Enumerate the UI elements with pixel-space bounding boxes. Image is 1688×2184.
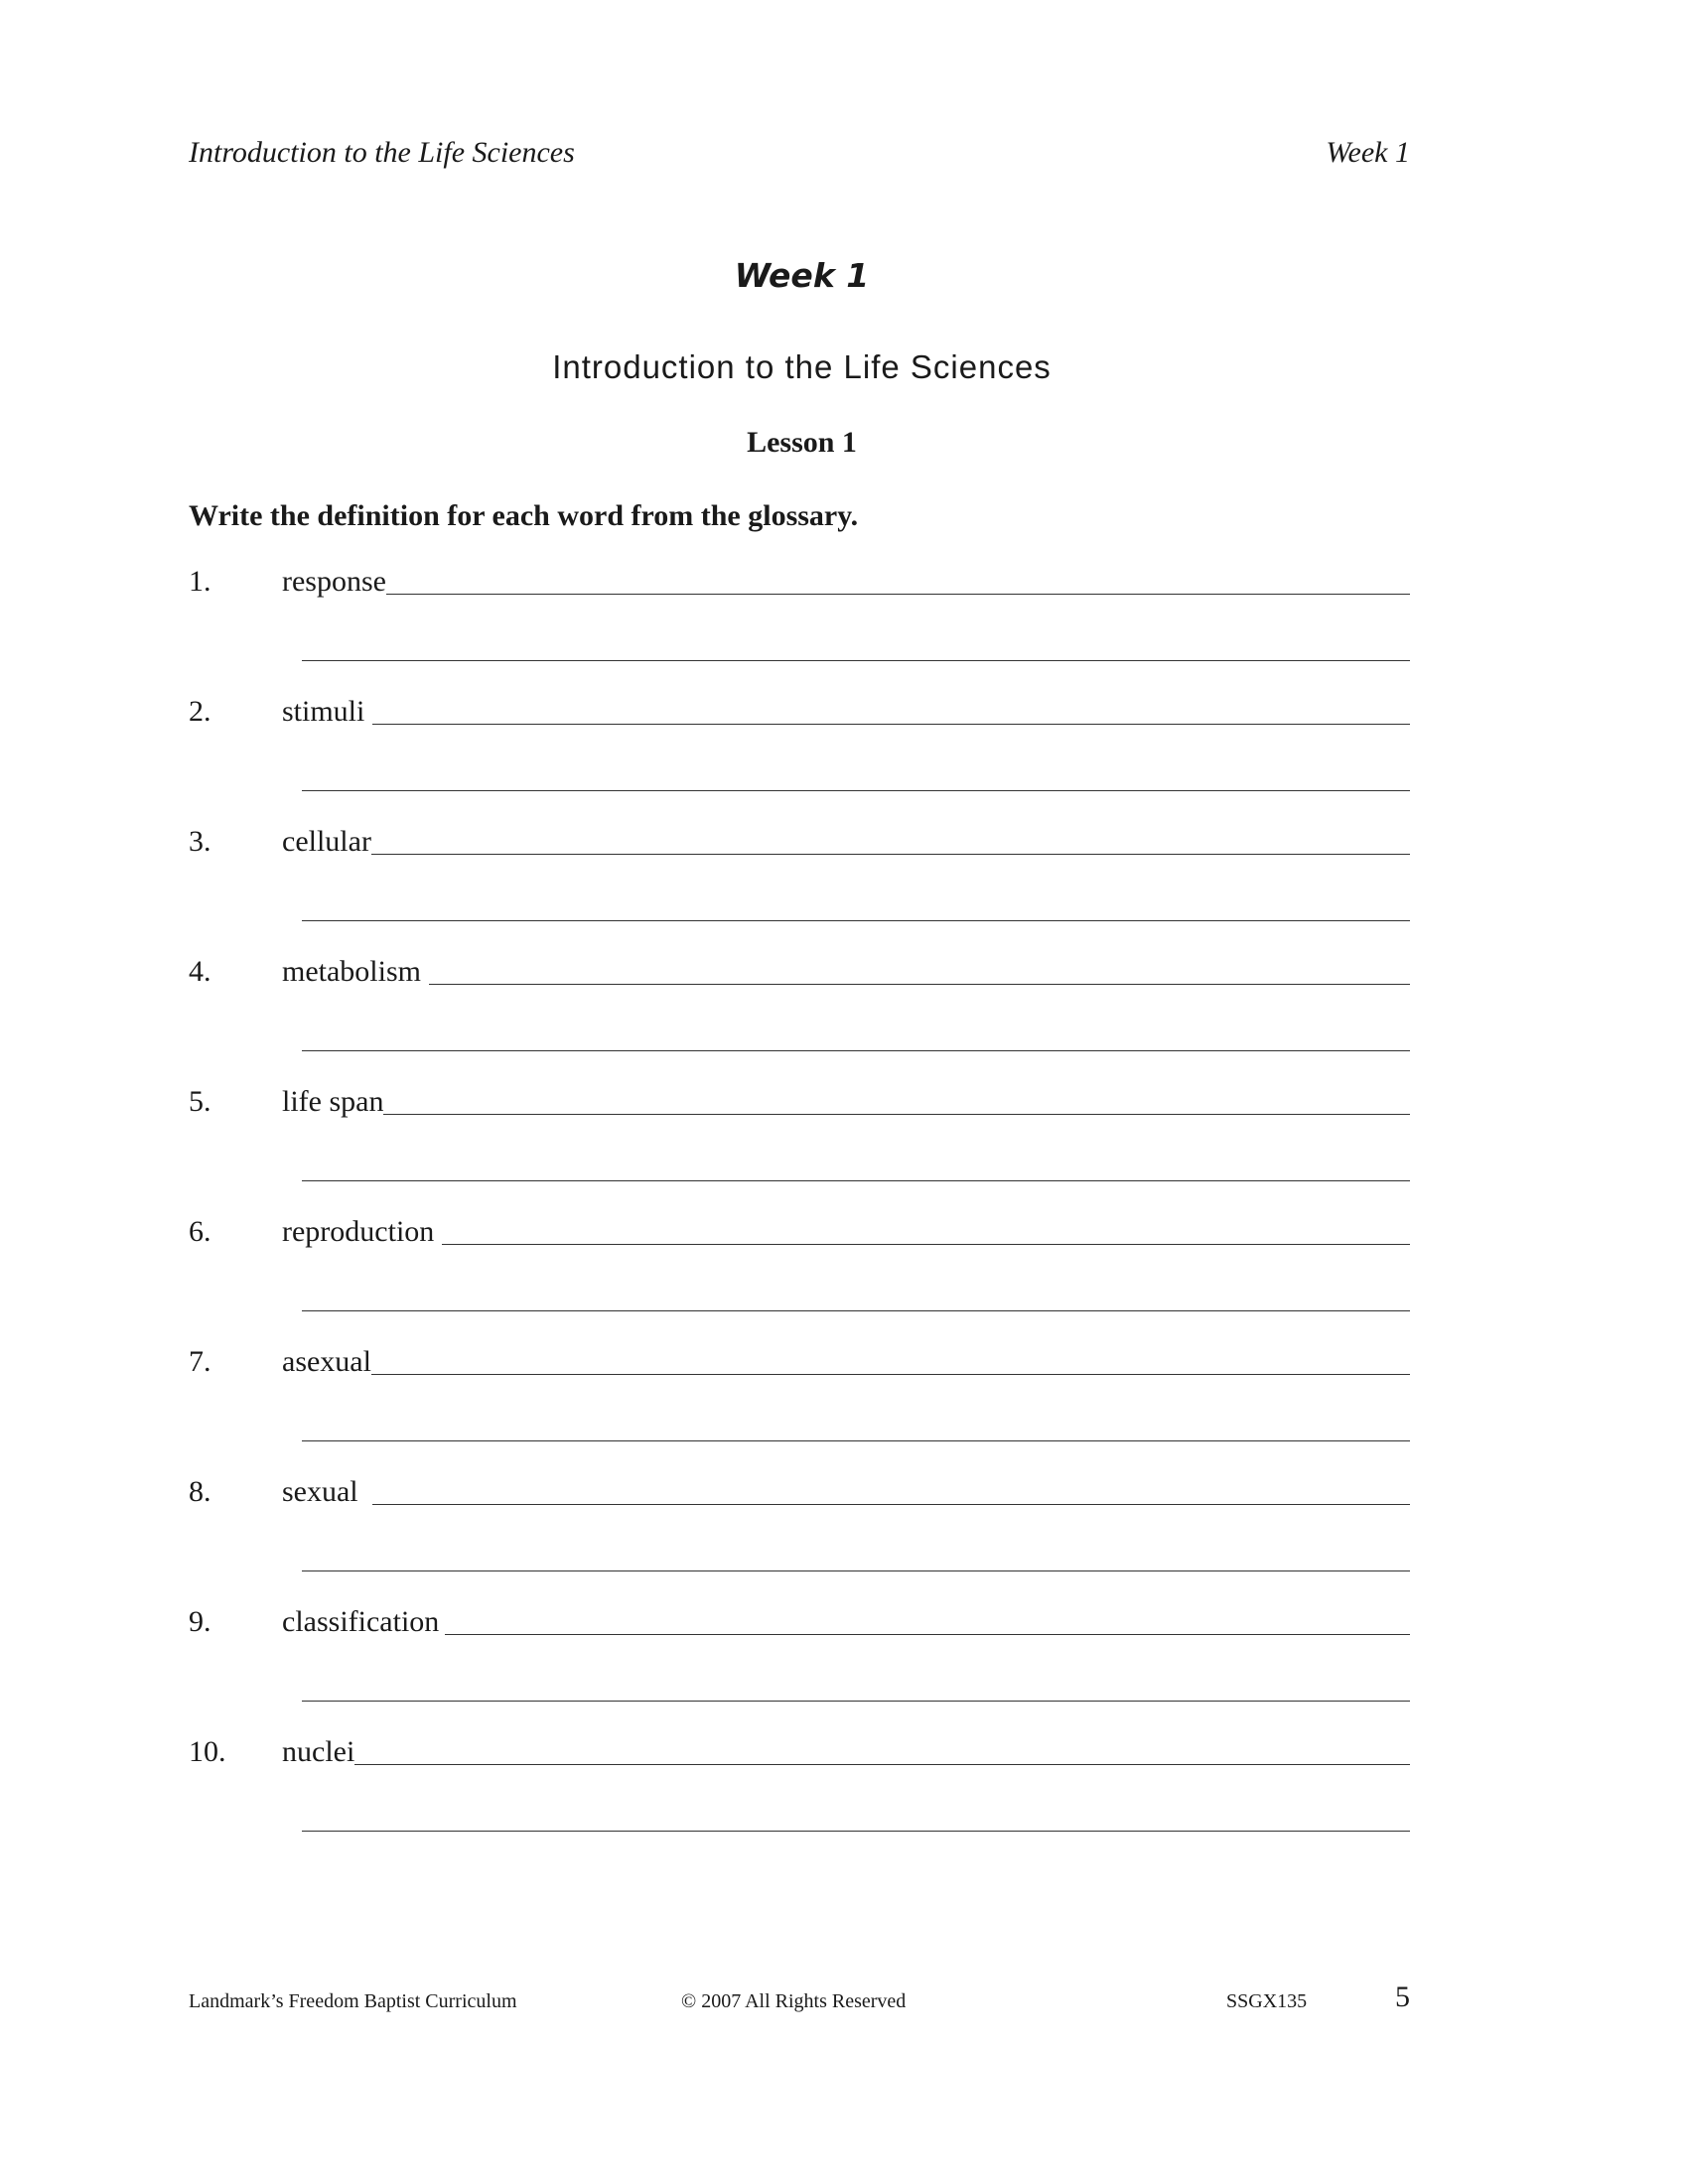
item-term: metabolism (282, 955, 421, 988)
item-number: 9. (189, 1605, 211, 1638)
definition-item (189, 1602, 1410, 1733)
subject-title: Introduction to the Life Sciences (552, 348, 1052, 385)
answer-line[interactable] (372, 1504, 1410, 1505)
definition-item (189, 822, 1410, 953)
answer-line[interactable] (302, 790, 1410, 791)
item-number: 3. (189, 825, 211, 858)
answer-line[interactable] (442, 1244, 1410, 1245)
definition-item (189, 1472, 1410, 1603)
footer-copyright: © 2007 All Rights Reserved (681, 1990, 907, 2012)
definition-item (189, 1212, 1410, 1343)
item-number: 6. (189, 1215, 211, 1248)
item-number: 10. (189, 1735, 226, 1768)
answer-line[interactable] (302, 660, 1410, 661)
instructions: Write the definition for each word from the glossary. (189, 499, 859, 532)
term-line (282, 562, 1410, 602)
answer-line[interactable] (302, 1701, 1410, 1702)
answer-line[interactable] (429, 984, 1410, 985)
answer-line[interactable] (302, 1570, 1410, 1571)
item-number: 4. (189, 955, 211, 988)
answer-line[interactable] (302, 1831, 1410, 1832)
term-line (282, 1472, 1410, 1512)
term-line (282, 1212, 1410, 1252)
item-term: asexual (282, 1345, 371, 1378)
footer-code: SSGX135 (1226, 1990, 1308, 2012)
term-line (282, 952, 1410, 992)
item-number: 2. (189, 695, 211, 728)
answer-line[interactable] (302, 1310, 1410, 1311)
definition-item (189, 562, 1410, 693)
footer-publisher: Landmark’s Freedom Baptist Curriculum (189, 1990, 517, 2012)
term-line (282, 692, 1410, 732)
definition-item (189, 1082, 1410, 1213)
page-number: 5 (1395, 1980, 1410, 2013)
item-term: cellular (282, 825, 371, 858)
term-line (282, 1082, 1410, 1122)
item-number: 1. (189, 565, 211, 598)
answer-line[interactable] (371, 1374, 1410, 1375)
item-number: 8. (189, 1475, 211, 1508)
lesson-title: Lesson 1 (747, 426, 857, 459)
term-line (282, 1602, 1410, 1642)
definition-item (189, 1732, 1410, 1863)
answer-line[interactable] (372, 724, 1410, 725)
item-term: reproduction (282, 1215, 435, 1248)
header-course-title: Introduction to the Life Sciences (189, 136, 575, 169)
definition-item (189, 952, 1410, 1083)
answer-line[interactable] (383, 1114, 1410, 1115)
answer-line[interactable] (302, 1440, 1410, 1441)
item-number: 5. (189, 1085, 211, 1118)
page-footer (189, 1981, 1410, 2021)
item-term: stimuli (282, 695, 365, 728)
answer-line[interactable] (386, 594, 1410, 595)
item-term: classification (282, 1605, 440, 1638)
term-line (282, 1342, 1410, 1382)
term-line (282, 822, 1410, 862)
week-title: Week 1 (734, 256, 870, 295)
item-term: life span (282, 1085, 384, 1118)
header-week: Week 1 (1326, 136, 1410, 169)
item-number: 7. (189, 1345, 211, 1378)
item-term: response (282, 565, 386, 598)
answer-line[interactable] (302, 920, 1410, 921)
answer-line[interactable] (445, 1634, 1410, 1635)
item-term: sexual (282, 1475, 358, 1508)
definition-item (189, 1342, 1410, 1473)
term-line (282, 1732, 1410, 1772)
answer-line[interactable] (371, 854, 1410, 855)
answer-line[interactable] (302, 1180, 1410, 1181)
definition-item (189, 692, 1410, 823)
answer-line[interactable] (302, 1050, 1410, 1051)
item-term: nuclei (282, 1735, 355, 1768)
answer-line[interactable] (354, 1764, 1410, 1765)
